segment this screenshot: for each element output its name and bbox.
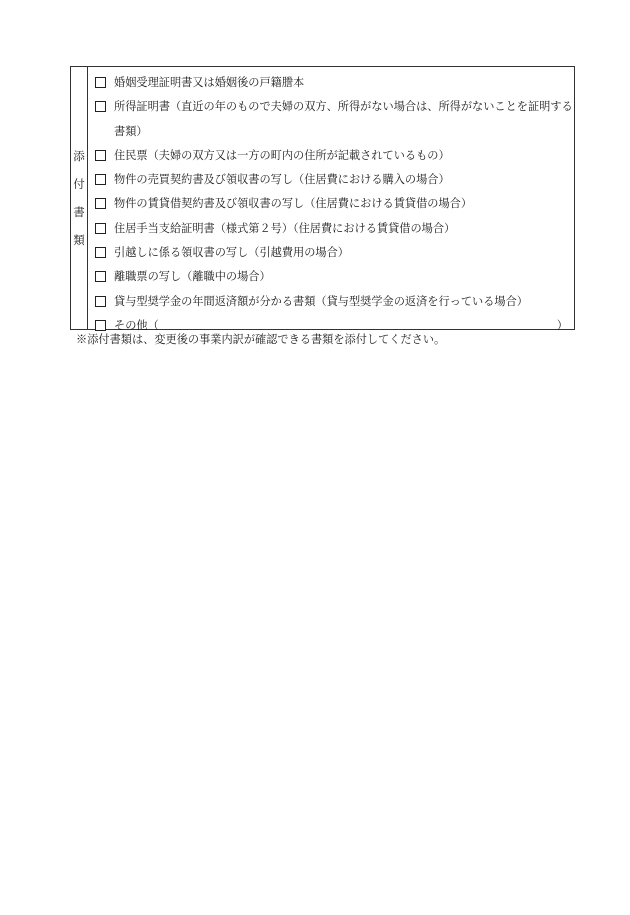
section-label-char: 類 (73, 233, 85, 247)
checklist-item-income-certificate (95, 95, 574, 144)
section-label (71, 67, 88, 329)
checkbox[interactable] (95, 223, 106, 234)
checklist-item-label: 所得証明書（直近の年のもので夫婦の双方、所得がない場合は、所得がないことを証明する書類） (114, 100, 573, 138)
checklist-item-housing-allowance (95, 217, 574, 241)
checklist-item-label: 住居手当支給証明書（様式第２号）（住居費における賃貸借の場合） (114, 221, 456, 235)
section-label-char: 添 (73, 149, 85, 163)
other-close-paren: ） (556, 318, 568, 332)
checkbox[interactable] (95, 77, 106, 88)
checkbox[interactable] (95, 296, 106, 307)
attachment-documents-table (70, 66, 575, 330)
section-label-char: 書 (73, 205, 85, 219)
checklist-item-separation-notice (95, 265, 574, 289)
checklist-item-label: 住民票（夫婦の双方又は一方の町内の住所が記載されているもの） (114, 148, 450, 162)
checklist-item-scholarship-repayment (95, 290, 574, 314)
footnote: ※添付書類は、変更後の事業内訳が確認できる書類を添付してください。 (76, 333, 446, 346)
checklist-item-label: 婚姻受理証明書又は婚姻後の戸籍謄本 (114, 76, 305, 89)
checkbox[interactable] (95, 101, 106, 112)
checklist-item-label: 引越しに係る領収書の写し（引越費用の場合） (114, 246, 349, 260)
checkbox[interactable] (95, 247, 106, 258)
checkbox[interactable] (95, 150, 106, 161)
checkbox[interactable] (95, 174, 106, 185)
checklist-item-label: 貸与型奨学金の年間返済額が分かる書類（貸与型奨学金の返済を行っている場合） (114, 294, 528, 308)
checklist-item-lease-contract (95, 192, 574, 216)
checklist-item-label: 物件の売買契約書及び領収書の写し（住居費における購入の場合） (114, 173, 450, 187)
checklist-item-purchase-contract (95, 168, 574, 192)
checklist-item-label: 物件の賃貸借契約書及び領収書の写し（住居費における賃貸借の場合） (114, 197, 473, 211)
checklist-item-marriage-certificate (95, 71, 574, 95)
checklist-item-resident-record (95, 144, 574, 168)
checkbox[interactable] (95, 271, 106, 282)
checkbox[interactable] (95, 198, 106, 209)
document-checklist (88, 67, 574, 332)
other-label: その他（ (114, 318, 159, 332)
checkbox[interactable] (95, 320, 106, 331)
checklist-item-label: 離職票の写し（離職中の場合） (114, 270, 271, 284)
section-label-char: 付 (73, 177, 85, 191)
checklist-item-moving-receipt (95, 241, 574, 265)
